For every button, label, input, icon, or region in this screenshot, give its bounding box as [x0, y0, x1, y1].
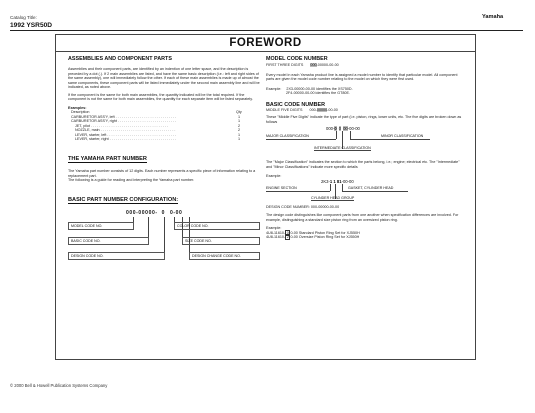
basic-code-box: BASIC CODE NO.	[68, 237, 149, 245]
connector-line	[342, 191, 408, 192]
connector-line	[336, 131, 337, 139]
copyright: © 2000 Bell & Howell Publication Systems Company	[10, 383, 108, 388]
example-qty: 2	[238, 123, 241, 128]
examples-col-qty: Qty	[236, 110, 242, 114]
assemblies-para-1: Assemblies and their component parts, are identified by an indention of one letter space, and the description is preceded by a dot (.). If 2 main assemblies are listed, and have the same basic description (i.e.: left and right sides of the same assembly), one will immediately follow the other. If each of these main assemblies is made up of almost the same components, these component parts will be listed immediately under the second main assembly line and will be indicated, as noted above.	[68, 67, 260, 89]
design-change-code-box: DESIGN CHANGE CODE NO.	[189, 252, 260, 260]
foreword-title: FOREWORD	[229, 37, 302, 49]
connector-line	[266, 139, 336, 140]
example-code: 2K3-1 1 81-00-00	[321, 178, 354, 184]
connector-line	[350, 131, 351, 139]
connector-line	[342, 184, 343, 191]
examples-col-desc: Description	[71, 110, 90, 114]
engine-section-label: ENGINE SECTION	[266, 185, 297, 190]
basic-code-heading: BASIC CODE NUMBER	[266, 101, 325, 108]
left-column	[68, 56, 261, 268]
design-code-line: DESIGN CODE NUMBER: 000-00000-00-00	[266, 204, 340, 209]
basic-code-para: These "Middle Five Digits" indicate the type of part (i.e. piston, rings, lower units, etc. The five digits are broken down as follows	[266, 115, 462, 124]
part-number-para-2: The following is a guide for reading and interpreting the Yamaha part number.	[68, 178, 195, 182]
connector-line	[164, 217, 165, 255]
examples-heading: Examples:	[68, 105, 87, 110]
model-code-box: MODEL CODE NO.	[68, 222, 134, 230]
example-diagram	[266, 179, 464, 201]
assemblies-heading: ASSEMBLIES AND COMPONENT PARTS	[68, 56, 172, 62]
connector-line	[350, 139, 430, 140]
model-code-para: Every model in each Yamaha product line is assigned a model number to identify that particular model. All component parts are given the model code number relating to the model on which they were first used.	[266, 72, 458, 81]
example-row: CARBURETOR ASS'Y, left . . . . . . . . . . . . . . . . . . . . . . . . . . . . . .	[71, 114, 177, 119]
design-code-box: DESIGN CODE NO.	[68, 252, 165, 260]
connector-line	[266, 191, 330, 192]
header-divider	[10, 30, 523, 31]
example-qty: 1	[238, 132, 241, 137]
part-number-para-1: The Yamaha part number consists of 12 digits. Each number represents a specific piece of information relating to a replacement part.	[68, 169, 256, 178]
basic-config-code: 000-00000- 0 0-00	[126, 209, 183, 216]
example-qty: 1	[238, 137, 241, 141]
model-code-examples: Example: 2X3-00000-00-00 identifies the XS750D. 2F4-00000-00-00 identifies the GT80E.	[266, 86, 353, 95]
cylinder-head-group-label: CYLINDER HEAD GROUP	[311, 195, 355, 200]
basic-config-diagram	[68, 208, 261, 268]
example-row: LEVER, starter, left . . . . . . . . . . . . . . . . . . . . . . . . . . . . . . . . . .	[75, 132, 177, 137]
design-example-label: Example:	[266, 226, 282, 230]
design-example-1: 4U8-11610- 0 0-00 Standard Piston Ring Set for XJ550H	[266, 230, 360, 235]
catalog-title-label: Catalog Title:	[10, 15, 37, 20]
foreword-divider	[56, 51, 475, 52]
major-classification-label: MAJOR CLASSIFICATION	[266, 134, 309, 138]
example-row: NOZZLE, main . . . . . . . . . . . . . . . . . . . . . . . . . . . . . . . . . . . . .	[75, 128, 176, 132]
example-row: JET, pilot . . . . . . . . . . . . . . . . . . . . . . . . . . . . . . . . . . . . . .	[75, 123, 168, 128]
examples-table	[68, 110, 261, 144]
example-row: LEVER, starter, right . . . . . . . . . . . . . . . . . . . . . . . . . . . . . . . . .	[75, 137, 177, 141]
catalog-title: 1992 YSR50D	[10, 22, 53, 29]
example-qty: 1	[238, 119, 241, 123]
classification-code: 000-0 0 00-00-00	[326, 126, 360, 131]
classification-para: The "Major Classification" indicates the section to which the parts belong, i.e.; engine; electrical etc. The "Intermediate" and "Minor Classifications" indicate more specific details	[266, 160, 460, 169]
design-example-2: 4U8-11610- 2 0-00 Oversize Piston Ring Set for XJ550H	[266, 235, 360, 239]
brand-name: Yamaha	[482, 14, 504, 20]
basic-config-heading: BASIC PART NUMBER CONFIGURATION:	[68, 196, 179, 203]
size-code-box: SIZE CODE NO.	[182, 237, 260, 245]
example-row: CARBURETOR ASS'Y, right . . . . . . . . . . . . . . . . . . . . . . . . . . . . .	[71, 119, 177, 123]
assemblies-para-2: If the component is the same for both main assemblies, the quantity indicated will be the total required. If the component is not the same for both main assemblies, the quantity for each separate item will be listed separately.	[68, 92, 253, 101]
right-column	[266, 56, 464, 240]
classification-example-label: Example:	[266, 174, 282, 178]
design-code-para: The design code distinguishes like component parts from one another when specification differences are involved. For example, distinguishing a standard size piston ring from an oversized piston ring.	[266, 213, 459, 222]
minor-classification-label: MINOR CLASSIFICATION	[381, 134, 424, 138]
part-number-heading: THE YAMAHA PART NUMBER	[68, 156, 147, 162]
gasket-label: GASKET, CYLINDER HEAD	[348, 185, 394, 190]
intermediate-classification-label: INTERMEDIATE CLASSIFICATION	[314, 146, 371, 150]
color-code-box: COLOR CODE NO.	[174, 222, 260, 230]
foreword-page	[55, 34, 476, 360]
basic-code-sub: MIDDLE FIVE DIGITS 000-00000-00-00	[266, 107, 338, 112]
classification-diagram	[266, 126, 464, 160]
example-qty: 2	[238, 128, 241, 132]
model-code-sub: FIRST THREE DIGITS 000-00000-00-00	[266, 63, 339, 67]
connector-line	[330, 184, 331, 191]
model-code-heading: MODEL CODE NUMBER	[266, 56, 328, 62]
example-qty: 1	[238, 114, 241, 119]
